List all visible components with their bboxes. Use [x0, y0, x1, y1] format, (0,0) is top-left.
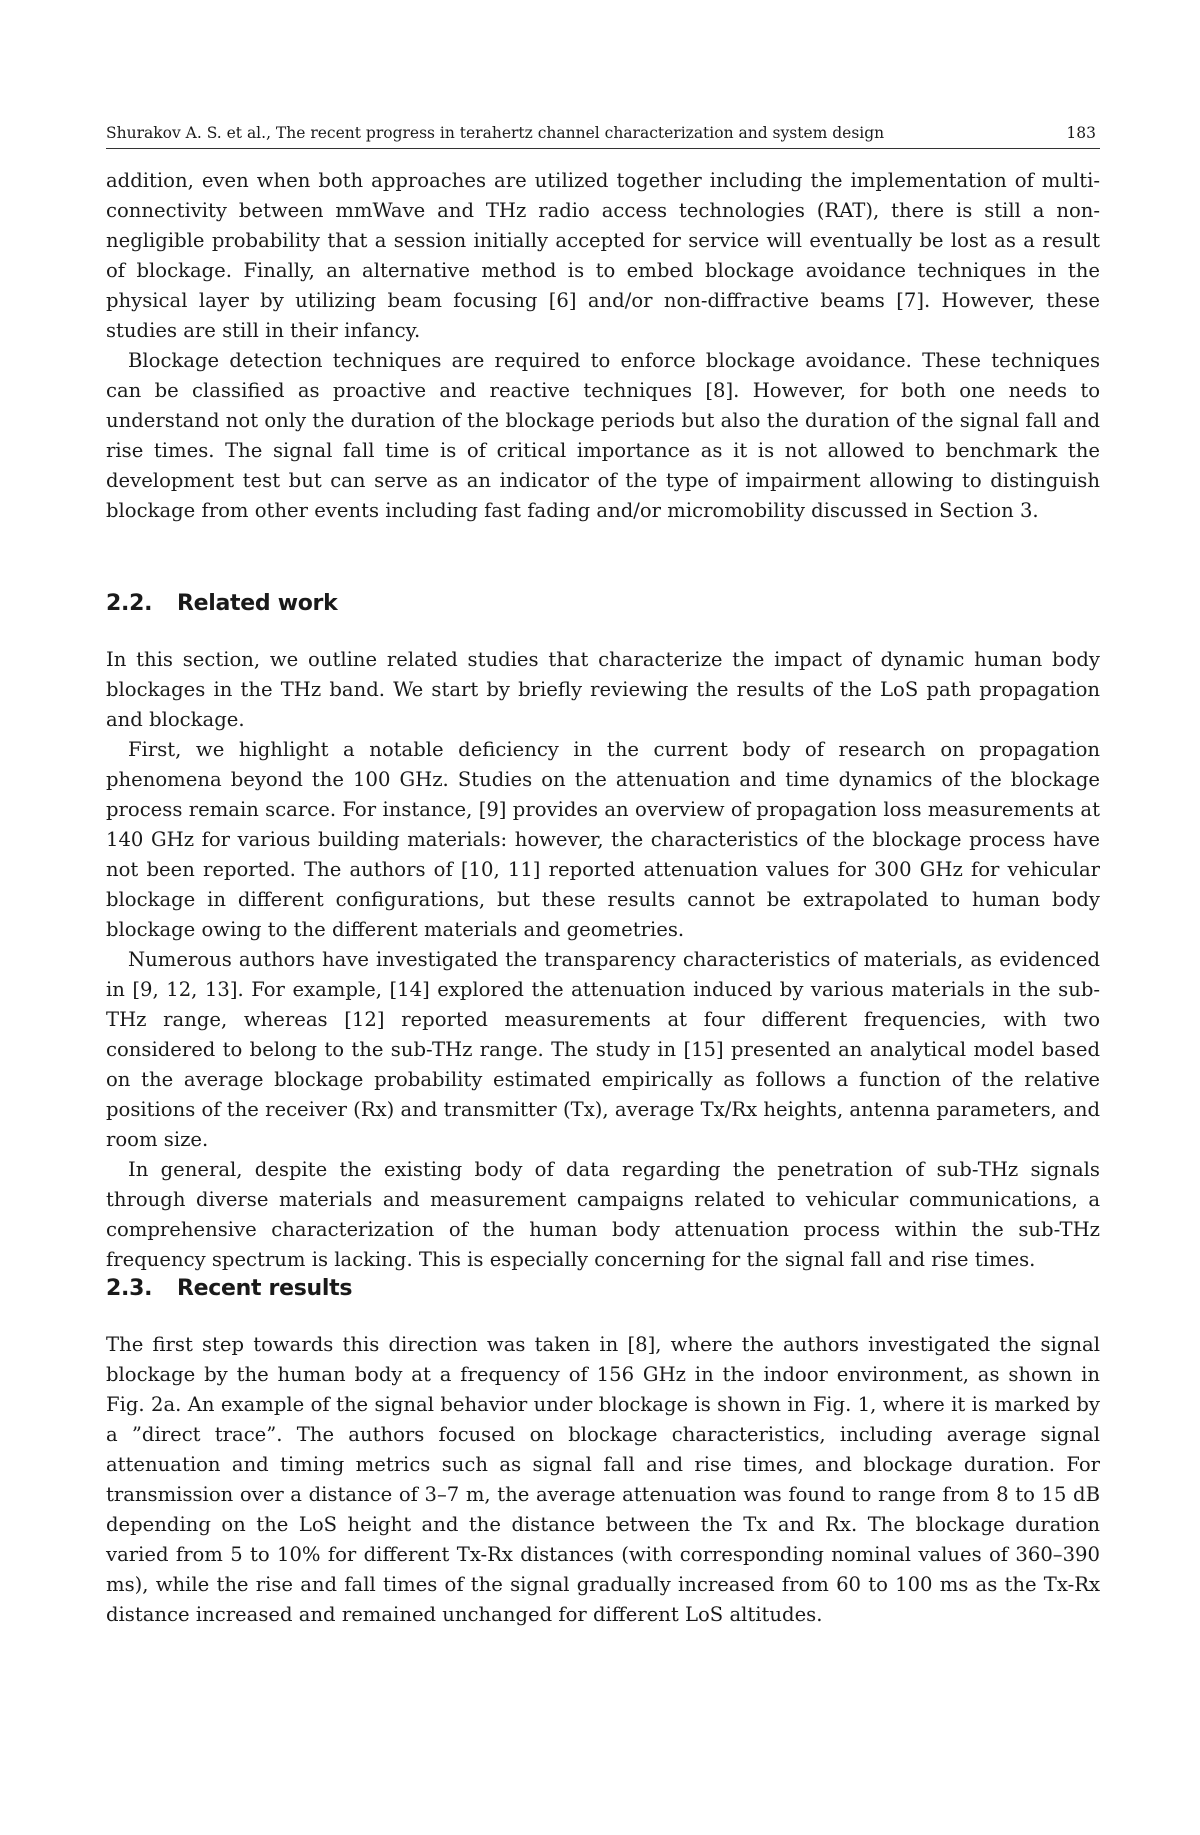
section-number: 2.3. [106, 1276, 153, 1301]
paragraph: In general, despite the existing body of data regarding the penetration of sub-THz signals through diverse materials and measurement campaigns related to vehicular communications, a comprehensive characterization of the human body attenuation process within the sub-THz frequency spectrum is lacking. This is especially concerning for the signal fall and rise times. [106, 1158, 1100, 1271]
paragraph: addition, even when both approaches are utilized together including the implementation of multi-connectivity between mmWave and THz radio access technologies (RAT), there is still a non-negligible probability that a session initially accepted for service will eventually be lost as a result of blockage. Finally, an alternative method is to embed blockage avoidance techniques in the physical layer by utilizing beam focusing [6] and/or non-diffractive beams [7]. However, these studies are still in their infancy. [106, 169, 1100, 342]
paragraph: In this section, we outline related studies that characterize the impact of dynamic human body blockages in the THz band. We start by briefly reviewing the results of the LoS path propagation and blockage. [106, 648, 1100, 731]
paragraph: Blockage detection techniques are required to enforce blockage avoidance. These techniques can be classified as proactive and reactive techniques [8]. However, for both one needs to understand not only the duration of the blockage periods but also the duration of the signal fall and rise times. The signal fall time is of critical importance as it is not allowed to benchmark the development test but can serve as an indicator of the type of impairment allowing to distinguish blockage from other events including fast fading and/or micromobility discussed in Section 3. [106, 349, 1100, 522]
paragraph: First, we highlight a notable deficiency in the current body of research on propagation phenomena beyond the 100 GHz. Studies on the attenuation and time dynamics of the blockage process remain scarce. For instance, [9] provides an overview of propagation loss measurements at 140 GHz for various building materials: however, the characteristics of the blockage process have not been reported. The authors of [10, 11] reported attenuation values for 300 GHz for vehicular blockage in different configurations, but these results cannot be extrapolated to human body blockage owing to the different materials and geometries. [106, 738, 1100, 941]
section-number: 2.2. [106, 591, 153, 616]
paragraph: Numerous authors have investigated the transparency characteristics of materials, as evidenced in [9, 12, 13]. For example, [14] explored the attenuation induced by various materials in the sub-THz range, whereas [12] reported measurements at four different frequencies, with two considered to belong to the sub-THz range. The study in [15] presented an analytical model based on the average blockage probability estimated empirically as follows a function of the relative positions of the receiver (Rx) and transmitter (Tx), average Tx/Rx heights, antenna parameters, and room size. [106, 948, 1100, 1151]
section-title: Related work [177, 591, 338, 616]
page-number: 183 [1066, 124, 1096, 142]
paragraph: The first step towards this direction was taken in [8], where the authors investigated the signal blockage by the human body at a frequency of 156 GHz in the indoor environment, as shown in Fig. 2a. An example of the signal behavior under blockage is shown in Fig. 1, where it is marked by a ”direct trace”. The authors focused on blockage characteristics, including average signal attenuation and timing metrics such as signal fall and rise times, and blockage duration. For transmission over a distance of 3–7 m, the average attenuation was found to range from 8 to 15 dB depending on the LoS height and the distance between the Tx and Rx. The blockage duration varied from 5 to 10% for different Tx-Rx distances (with corresponding nominal values of 360–390 ms), while the rise and fall times of the signal gradually increased from 60 to 100 ms as the Tx-Rx distance increased and remained unchanged for different LoS altitudes. [106, 1333, 1100, 1626]
section-2-2-body [106, 645, 1100, 1275]
section-title: Recent results [177, 1276, 353, 1301]
intro-continuation [106, 166, 1100, 526]
running-header [106, 122, 1100, 149]
section-heading-2-3 [106, 1276, 352, 1301]
section-2-3-body [106, 1330, 1100, 1630]
running-title: Shurakov A. S. et al., The recent progress in terahertz channel characterization and system design [106, 124, 885, 142]
section-heading-2-2 [106, 591, 337, 616]
